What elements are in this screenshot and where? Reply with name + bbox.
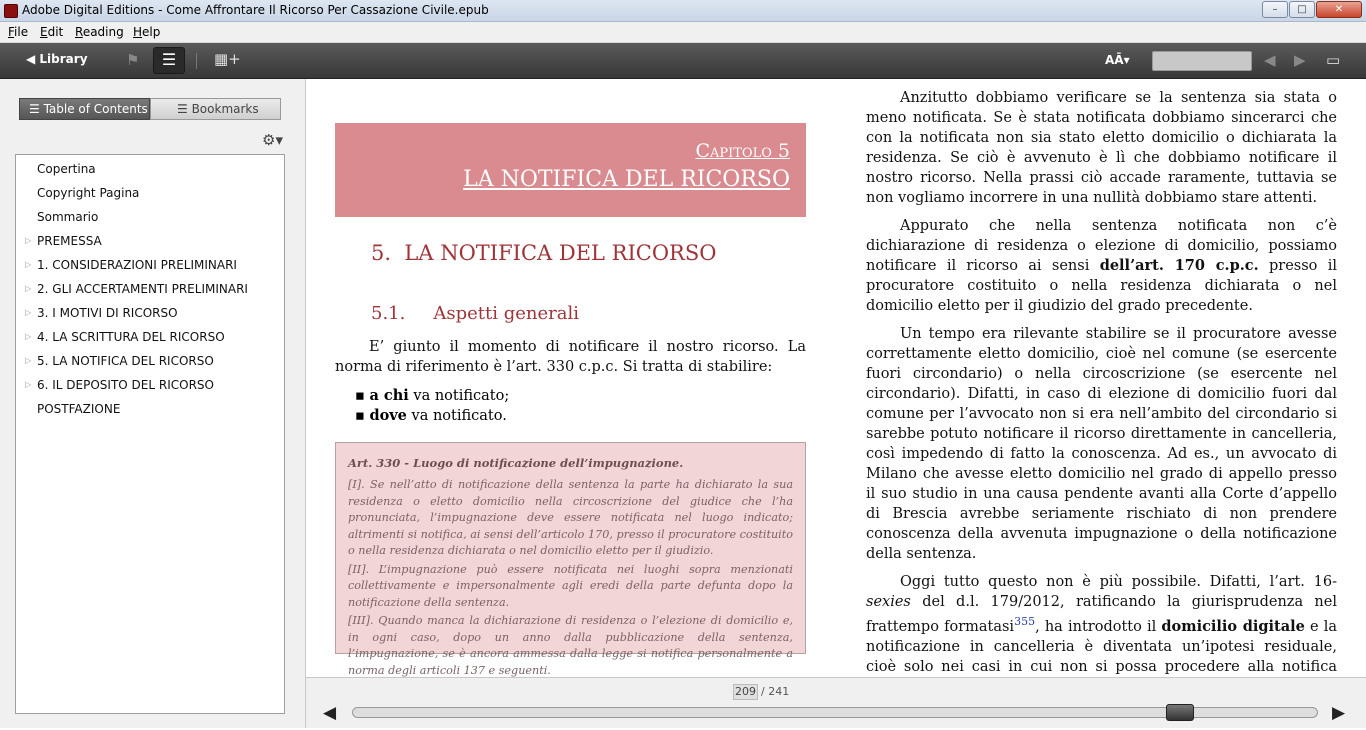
toc-item-label: 4. LA SCRITTURA DEL RICORSO [37, 330, 225, 344]
toc-item[interactable] [25, 306, 178, 320]
toc-item-label: Copyright Pagina [37, 186, 140, 200]
toc-list [15, 154, 285, 714]
quote-paragraph: [I]. Se nell’atto di notificazione della sentenza la parte ha dichiarato la sua residenza o eletto domicilio nella circoscrizione del giudice che l’ha pronunciata, l’impugnazione deve essere notificata nel luogo indicato; altrimenti si notifica, ai sensi dell’articolo 170, presso il procuratore costituito o nella residenza dichiarata o nel domicilio eletto per il giudizio. [348, 478, 793, 557]
add-view-icon[interactable]: ▦+ [214, 50, 241, 68]
library-button[interactable]: ◀ Library [26, 52, 88, 66]
toc-item-label: 3. I MOTIVI DI RICORSO [37, 306, 178, 320]
window-title: Adobe Digital Editions - Come Affrontare Il Ricorso Per Cassazione Civile.epub [22, 3, 489, 17]
reader-page [306, 79, 1366, 677]
quote-paragraph: [III]. Quando manca la dichiarazione di residenza o l’elezione di domicilio e, in ogni caso, dopo un anno dalla pubblicazione della sentenza, l’impugnazione, se è ancora ammessa dalla legge si notifica personalmente a norma degli articoli 137 e seguenti. [348, 614, 793, 677]
gear-icon[interactable]: ⚙▾ [262, 131, 283, 149]
subsection-heading [371, 303, 579, 324]
sidebar [0, 79, 306, 728]
page-navigation [306, 677, 1366, 728]
bookmark-icon[interactable]: ⚑ [126, 51, 140, 69]
chapter-label: Capitolo 5 [695, 140, 790, 162]
toc-item-label: POSTFAZIONE [37, 402, 121, 416]
app-icon [4, 4, 18, 18]
law-quote-box [335, 442, 806, 677]
subsection-title: Aspetti generali [433, 303, 579, 324]
scrubber-handle[interactable] [1166, 704, 1194, 721]
paragraph: Anzitutto dobbiamo verificare se la sentenza sia stata o meno notificata. Se è stata notificata dobbiamo sincerarci che con la notificata non sia stato eletto domicilio o dichiarata la residenza. Se ciò è avvenuto è lì che dobbiamo notificare il nostro ricorso. Nella prassi ciò accade raramente, tuttavia se non vogliamo incorrere in una nullità dobbiamo stare attenti. [866, 90, 1337, 206]
menu-bar [0, 22, 1366, 43]
section-title: LA NOTIFICA DEL RICORSO [404, 241, 717, 265]
toc-item[interactable] [25, 234, 102, 248]
toc-item-label: Sommario [37, 210, 99, 224]
toc-item-label: 1. CONSIDERAZIONI PRELIMINARI [37, 258, 237, 272]
menu-edit[interactable]: Edit [40, 25, 64, 39]
toolbar [0, 43, 1366, 79]
toc-item-label: Copertina [37, 162, 96, 176]
menu-reading[interactable]: Reading [75, 25, 124, 39]
toc-toggle-button[interactable] [153, 47, 185, 74]
menu-file[interactable]: File [8, 25, 29, 39]
list-item: ▪ dove va notificato. [355, 407, 507, 424]
toc-item-label: 6. IL DEPOSITO DEL RICORSO [37, 378, 214, 392]
right-column [866, 88, 1337, 730]
minimize-button[interactable]: – [1262, 1, 1288, 18]
section-heading [371, 241, 716, 265]
paragraph: Oggi tutto questo non è più possibile. Difatti, l’art. 16-sexies del d.l. 179/2012, ratificando la giurisprudenza nel frattempo formatasi$^{355}$, ha introdotto il domicilio digitale e la notificazione in cancelleria è diventata un’ipotesi residuale, cioè solo nei casi in cui non si possa procedere alla notifica [866, 572, 1337, 722]
next-page-icon[interactable]: ▶ [1332, 703, 1346, 723]
toc-item-label: 5. LA NOTIFICA DEL RICORSO [37, 354, 214, 368]
close-button[interactable]: ✕ [1316, 1, 1362, 18]
chapter-title: LA NOTIFICA DEL RICORSO [463, 167, 790, 192]
quote-paragraph: [II]. L’impugnazione può essere notificata nei luoghi sopra menzionati collettivamente e impersonalmente agli eredi della parte defunta dopo la notificazione della sentenza. [348, 562, 793, 609]
next-result-icon[interactable]: ▶ [1294, 51, 1306, 69]
paragraph: Appurato che nella sentenza notificata non c’è dichiarazione di residenza o elezione di domicilio, possiamo notificare il ricorso ai sensi dell’art. 170 c.p.c. presso il procuratore costituito o nella residenza dichiarata o nel domicilio eletto per il giudizio del grado precedente. [866, 218, 1338, 314]
quote-title: Art. 330 - Luogo di notificazione dell’impugnazione. [348, 456, 684, 470]
toc-item[interactable] [37, 186, 139, 200]
page-number-input[interactable]: 209 [735, 685, 756, 698]
section-number: 5. [371, 241, 392, 265]
toc-item[interactable] [25, 258, 237, 272]
toc-item-label: 2. GLI ACCERTAMENTI PRELIMINARI [37, 282, 248, 296]
prev-page-icon[interactable]: ◀ [323, 703, 337, 723]
expand-arrow-icon[interactable]: ▷ [25, 260, 32, 269]
toolbar-divider [196, 53, 197, 69]
toc-item[interactable] [25, 282, 248, 296]
toc-item-label: PREMESSA [37, 234, 102, 248]
page-scrubber[interactable] [352, 707, 1318, 718]
expand-arrow-icon[interactable]: ▷ [25, 308, 32, 317]
toc-item[interactable] [25, 354, 214, 368]
toc-item[interactable] [37, 162, 96, 176]
subsection-number: 5.1. [371, 303, 406, 324]
list-icon: ☰ [161, 50, 177, 69]
list-item: ▪ a chi va notificato; [355, 387, 510, 404]
toc-item[interactable] [37, 402, 120, 416]
fullscreen-icon[interactable]: ▭ [1326, 51, 1341, 69]
menu-help[interactable]: Help [133, 25, 161, 39]
window-titlebar [0, 0, 1366, 22]
footnote-link[interactable]: 355 [1014, 615, 1036, 628]
page-total: / 241 [761, 685, 790, 698]
tab-table-of-contents[interactable]: ☰ Table of Contents [19, 98, 150, 120]
intro-paragraph: E’ giunto il momento di notificare il nostro ricorso. La norma di riferimento è l’art. 330 c.p.c. Si tratta di stabilire: [335, 339, 806, 375]
toc-item[interactable] [25, 378, 214, 392]
expand-arrow-icon[interactable]: ▷ [25, 236, 32, 245]
toc-item[interactable] [37, 210, 98, 224]
expand-arrow-icon[interactable]: ▷ [25, 332, 32, 341]
maximize-button[interactable]: □ [1289, 1, 1315, 18]
expand-arrow-icon[interactable]: ▷ [25, 284, 32, 293]
prev-result-icon[interactable]: ◀ [1264, 51, 1276, 69]
paragraph: Un tempo era rilevante stabilire se il procuratore avesse correttamente eletto domicilio, cioè nel comune (se esercente fuori circondario) o nella circoscrizione (se esercente nel circondario). Difatti, in caso di elezione di domicilio fuori dal comune per l’avvocato non si era nell’ambito del circondario si sarebbe potuto notificare il ricorso direttamente in cancelleria, così impedendo di fatto la conoscenza. Ad es., un avvocato di Milano che avesse eletto domicilio nel grado di appello presso il suo studio in una causa pendente avanti alla Corte d’appello di Brescia avrebbe seriamente rischiato di non prendere conoscenza della avvenuta impugnazione o della notificazione della sentenza. [866, 326, 1337, 562]
chapter-banner [335, 123, 806, 217]
expand-arrow-icon[interactable]: ▷ [25, 380, 32, 389]
font-size-icon[interactable]: AĀ▾ [1105, 53, 1130, 67]
tab-bookmarks[interactable]: ☰ Bookmarks [150, 98, 281, 120]
expand-arrow-icon[interactable]: ▷ [25, 356, 32, 365]
toc-item[interactable] [25, 330, 225, 344]
search-input[interactable] [1152, 51, 1252, 71]
